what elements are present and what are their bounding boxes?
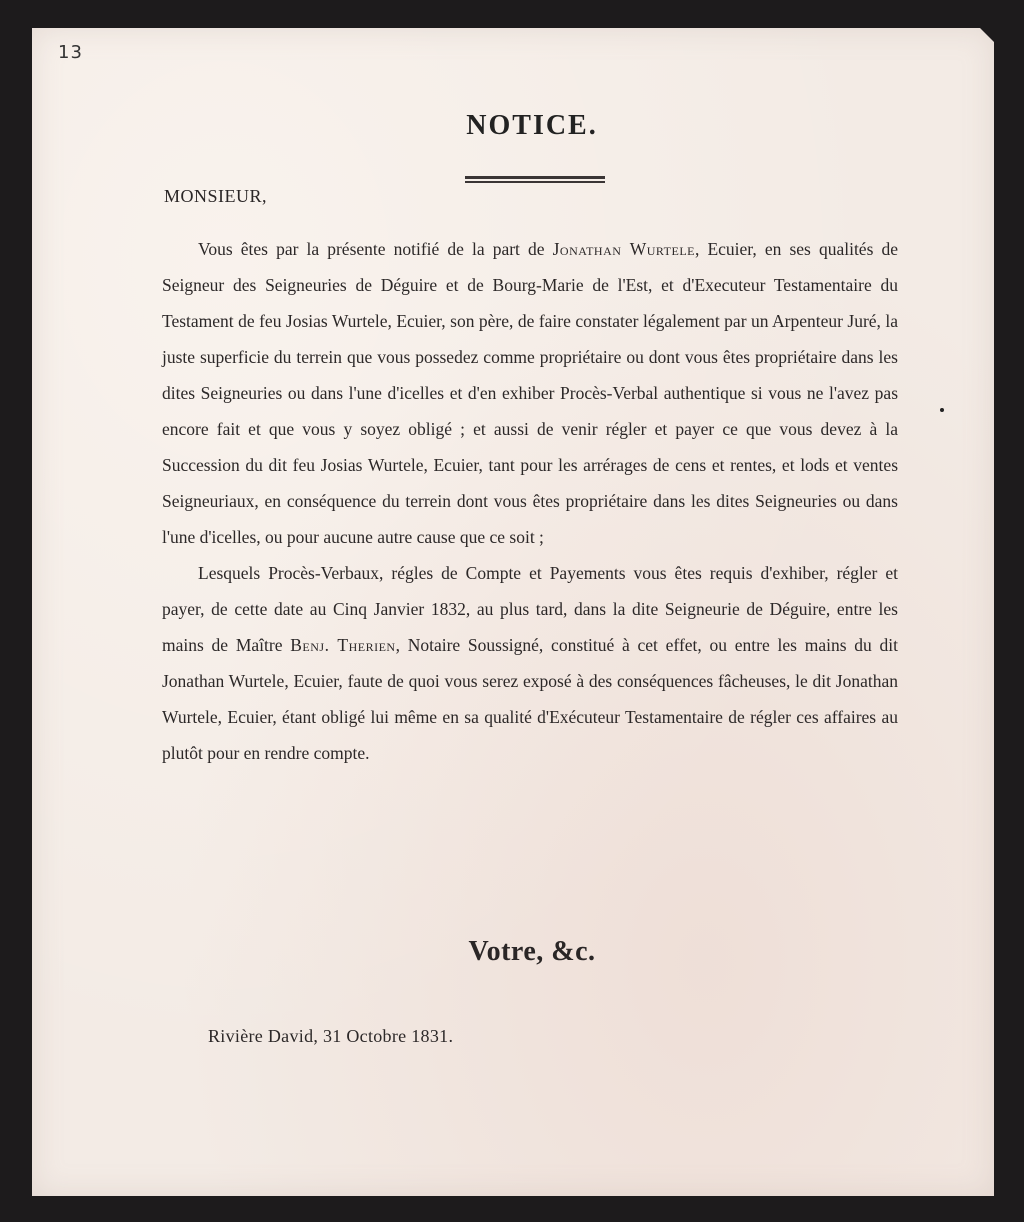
notary-name: Benj. Therien (290, 635, 396, 655)
seigneur-name: Jonathan Wurtele (552, 239, 695, 259)
paper-speck (940, 408, 944, 412)
page-number: 13 (58, 42, 83, 63)
torn-corner (978, 26, 996, 44)
title-divider (465, 176, 605, 184)
salutation: MONSIEUR, (164, 186, 268, 206)
paragraph-requirements: Lesquels Procès-Verbaux, régles de Compte et Payements vous êtes requis d'exhiber, régler et payer, de cette date au Cinq Janvier 1832, au plus tard, dans la dite Seigneurie de Déguire, entre les mains de Maître Benj. Therien, Notaire Soussigné, constitué à cet effet, ou entre les mains du dit Jonathan Wurtele, Ecuier, faute de quoi vous serez exposé à des conséquences fâcheuses, le dit Jonathan Wurtele, Ecuier, étant obligé lui même en sa qualité d'Exécuteur Testamentaire de régler ces affaires au plutôt pour en rendre compte. (162, 563, 898, 763)
document-page (32, 28, 994, 1196)
notice-body (162, 231, 898, 771)
paragraph-notification: Vous êtes par la présente notifié de la part de Jonathan Wurtele, Ecuier, en ses qualités de Seigneur des Seigneuries de Déguire et de Bourg-Marie de l'Est, et d'Executeur Testamentaire du Testament de feu Josias Wurtele, Ecuier, son père, de faire constater légalement par un Arpenteur Juré, la juste superficie du terrein que vous possedez comme propriétaire ou dont vous êtes propriétaire dans les dites Seigneuries ou dans l'une d'icelles et d'en exhiber Procès-Verbal authentique si vous ne l'avez pas encore fait et que vous y soyez obligé ; et aussi de venir régler et payer ce que vous devez à la Succession du dit feu Josias Wurtele, Ecuier, tant pour les arrérages de cens et rentes, et lods et ventes Seigneuriaux, en conséquence du terrein dont vous êtes propriétaire dans les dites Seigneuries ou dans l'une d'icelles, ou pour aucune autre cause que ce soit ; (162, 239, 898, 547)
closing-signature: Votre, &c. (468, 936, 596, 967)
dateline: Rivière David, 31 Octobre 1831. (208, 1026, 454, 1046)
page-title: NOTICE. (466, 110, 598, 141)
